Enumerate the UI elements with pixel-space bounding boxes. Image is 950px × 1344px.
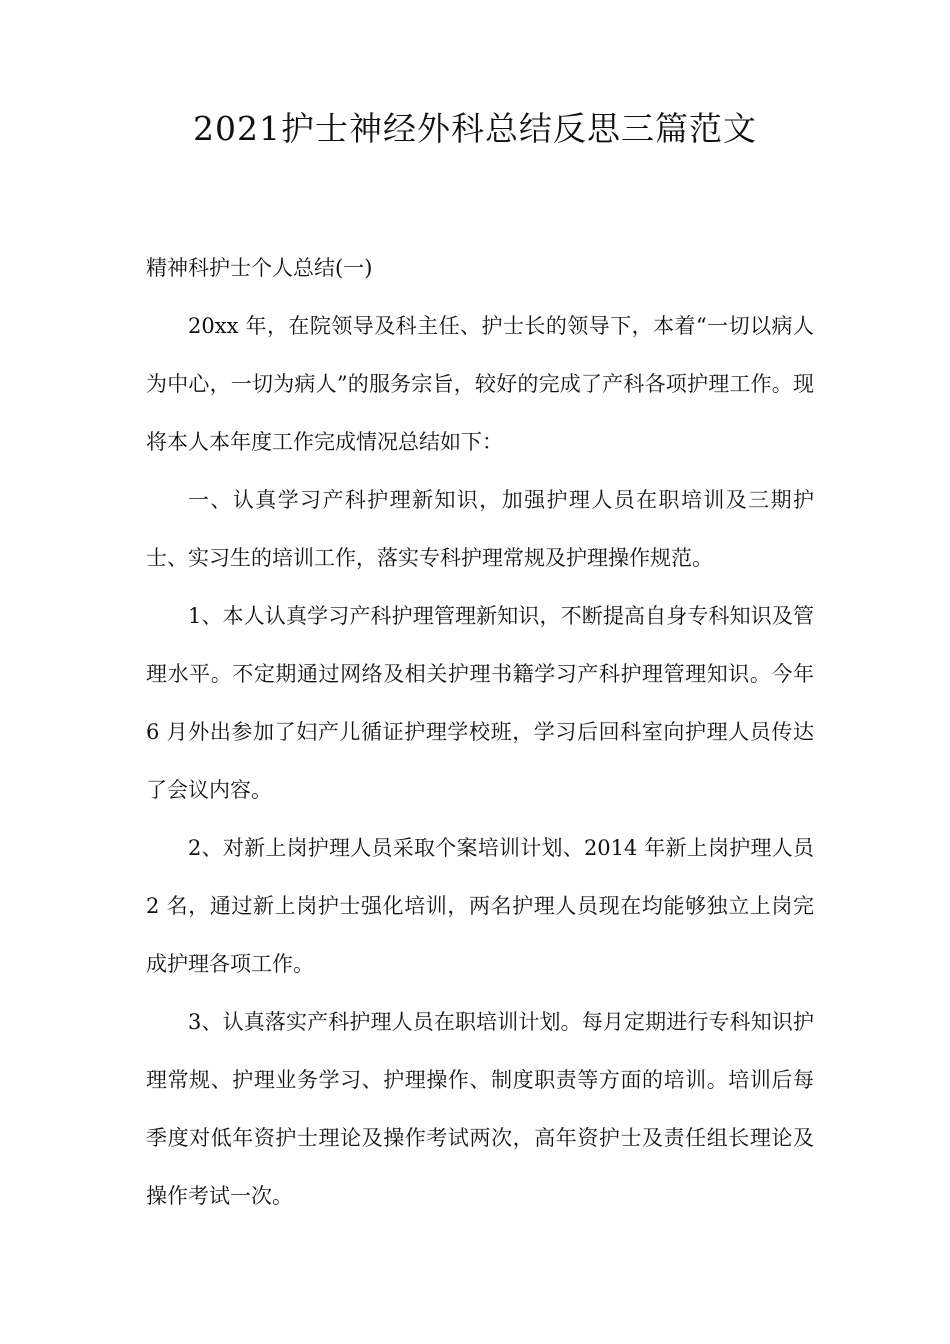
paragraph-item-2: 2、对新上岗护理人员采取个案培训计划、2014 年新上岗护理人员 2 名，通过新上岗护士强化培训，两名护理人员现在均能够独立上岗完成护理各项工作。 bbox=[146, 836, 814, 976]
document-title: 2021护士神经外科总结反思三篇范文 bbox=[193, 109, 757, 148]
section-heading: 精神科护士个人总结(一) bbox=[146, 256, 373, 280]
document-body bbox=[146, 239, 814, 1225]
paragraph-intro: 20xx 年，在院领导及科主任、护士长的领导下，本着“一切以病人为中心，一切为病人”的服务宗旨，较好的完成了产科各项护理工作。现将本人本年度工作完成情况总结如下： bbox=[146, 314, 814, 454]
paragraph-point-one: 一、认真学习产科护理新知识，加强护理人员在职培训及三期护士、实习生的培训工作，落实专科护理常规及护理操作规范。 bbox=[146, 488, 814, 570]
paragraph-item-3: 3、认真落实产科护理人员在职培训计划。每月定期进行专科知识护理常规、护理业务学习、护理操作、制度职责等方面的培训。培训后每季度对低年资护士理论及操作考试两次，高年资护士及责任组长理论及操作考试一次。 bbox=[146, 1010, 814, 1208]
paragraph-item-1: 1、本人认真学习产科护理管理新知识，不断提高自身专科知识及管理水平。不定期通过网络及相关护理书籍学习产科护理管理知识。今年 6 月外出参加了妇产儿循证护理学校班，学习后回科室向护理人员传达了会议内容。 bbox=[146, 604, 814, 802]
